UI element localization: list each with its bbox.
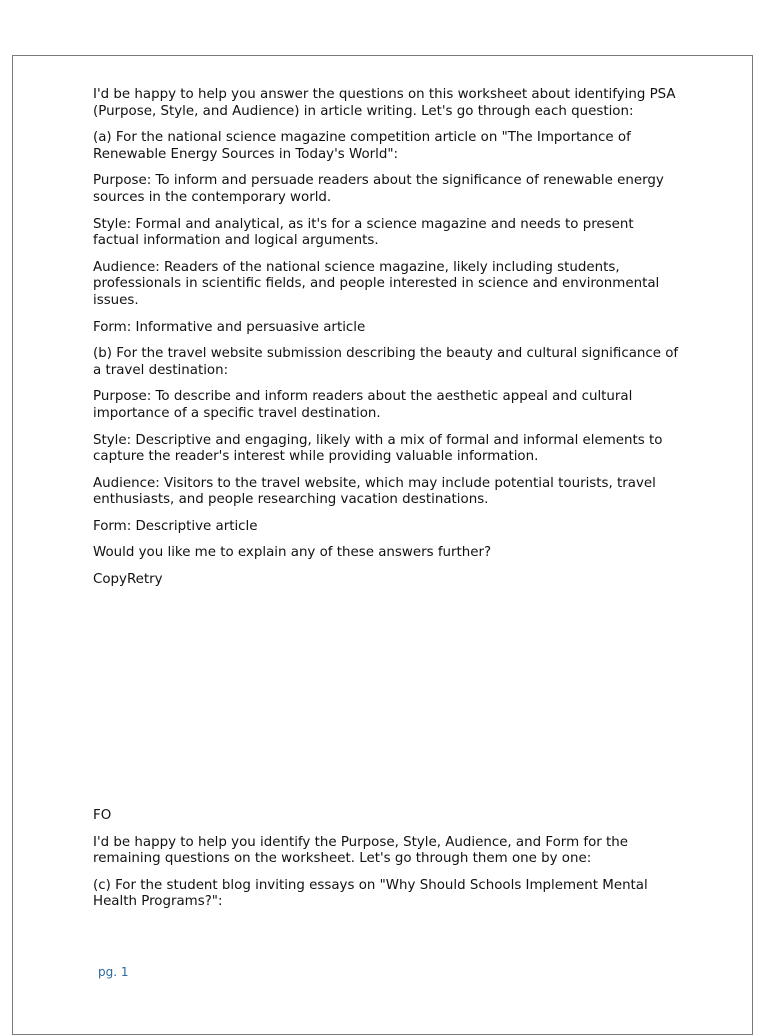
copy-retry-text: CopyRetry (93, 572, 163, 588)
document-page (12, 55, 753, 1035)
question-c-heading: (c) For the student blog inviting essays on "Why Should Schools Implement Mental Health Programs?": (93, 877, 648, 910)
question-a-audience: Audience: Readers of the national science magazine, likely including students, professionals in scientific fields, and people interested in science and environmental issues. (93, 259, 660, 308)
question-b-form: Form: Descriptive article (93, 518, 258, 534)
question-b-audience: Audience: Visitors to the travel website, which may include potential tourists, travel enthusiasts, and people researching vacation destinations. (93, 475, 656, 508)
question-a-purpose: Purpose: To inform and persuade readers about the significance of renewable energy sources in the contemporary world. (93, 173, 664, 205)
continuation-intro: I'd be happy to help you identify the Purpose, Style, Audience, and Form for the remaining questions on the worksheet. Let's go through them one by one: (93, 834, 629, 867)
question-b-purpose: Purpose: To describe and inform readers about the aesthetic appeal and cultural importance of a specific travel destination. (93, 389, 633, 421)
main-text-block (93, 87, 683, 599)
intro-paragraph: I'd be happy to help you answer the questions on this worksheet about identifying PSA (Purpose, Style, and Audience) in article writing. Let's go through each question: (93, 87, 676, 119)
question-b-heading: (b) For the travel website submission describing the beauty and cultural significance of a travel destination: (93, 346, 679, 378)
followup-question: Would you like me to explain any of these answers further? (93, 545, 492, 561)
question-a-style: Style: Formal and analytical, as it's for a science magazine and needs to present factual information and logical arguments. (93, 216, 634, 249)
user-initials: FO (93, 808, 112, 823)
question-a-heading: (a) For the national science magazine competition article on "The Importance of Renewable Energy Sources in Today's World": (93, 130, 631, 162)
continuation-text-block (93, 808, 683, 921)
page-number: pg. 1 (98, 965, 129, 979)
question-b-style: Style: Descriptive and engaging, likely with a mix of formal and informal elements to capture the reader's interest while providing valuable information. (93, 432, 663, 465)
question-a-form: Form: Informative and persuasive article (93, 319, 366, 335)
